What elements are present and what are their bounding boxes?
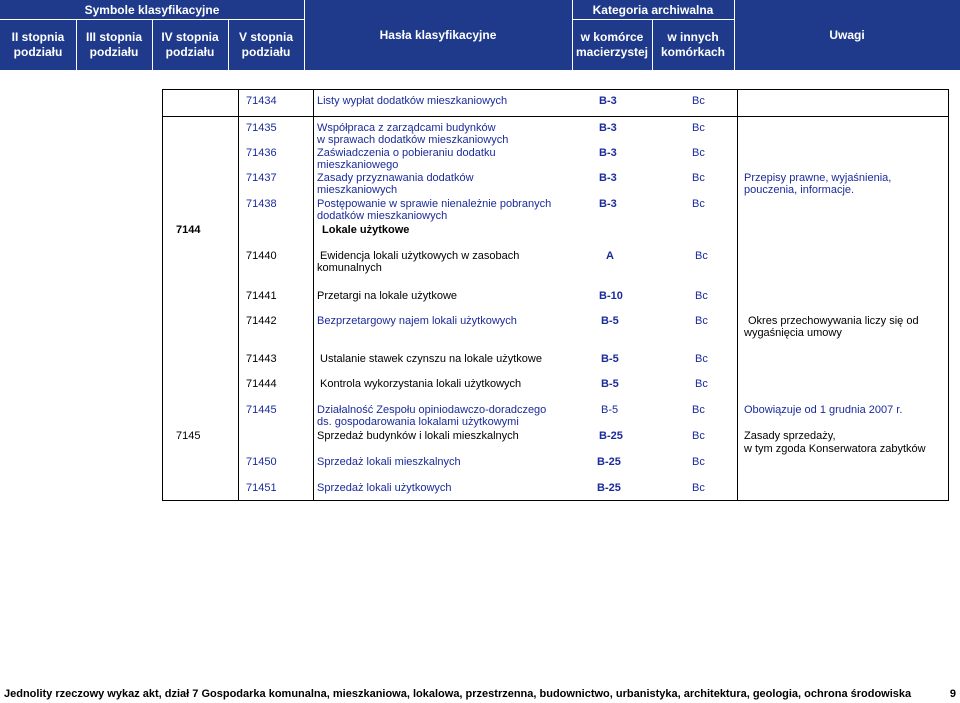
row-other-category: Bc (692, 404, 705, 416)
header-col-V-l2: podziału (241, 45, 291, 59)
row-title: Sprzedaż budynków i lokali mieszkalnych (317, 430, 519, 442)
row-remarks: wygaśnięcia umowy (744, 327, 842, 339)
row-code: 71441 (246, 290, 277, 302)
row-category: B-5 (601, 404, 619, 416)
header-divider (152, 20, 153, 70)
row-code: 7144 (176, 224, 201, 236)
header-col-komorce-l1: w komórce (580, 30, 644, 44)
header-hasla-label: Hasła klasyfikacyjne (379, 27, 497, 42)
header-col-innych-l1: w innych (667, 30, 719, 44)
row-other-category: Bc (692, 122, 705, 134)
page-footer (4, 688, 956, 700)
header-col-III-l2: podziału (89, 45, 139, 59)
page-number: 9 (949, 688, 956, 700)
row-other-category: Bc (692, 456, 705, 468)
header-col-komorce-l2: macierzystej (575, 45, 649, 59)
row-code: 71436 (246, 147, 277, 159)
row-other-category: Bc (692, 172, 705, 184)
row-remarks: w tym zgoda Konserwatora zabytków (744, 443, 926, 455)
header-divider (76, 20, 77, 70)
row-code: 71451 (246, 482, 277, 494)
row-category: B-10 (599, 290, 623, 302)
row-title: Listy wypłat dodatków mieszkaniowych (317, 95, 508, 107)
row-title: Ewidencja lokali użytkowych w zasobach (320, 250, 520, 262)
row-title: Ustalanie stawek czynszu na lokale użytkowe (320, 353, 542, 365)
row-other-category: Bc (695, 315, 708, 327)
row-title: Zasady przyznawania dodatków (317, 172, 474, 184)
header-symbole-label: Symbole klasyfikacyjne (84, 2, 220, 17)
row-remarks: Obowiązuje od 1 grudnia 2007 r. (744, 404, 903, 416)
row-title: Bezprzetargowy najem lokali użytkowych (317, 315, 517, 327)
row-other-category: Bc (695, 353, 708, 365)
row-code: 71443 (246, 353, 277, 365)
header-col-IV-l2: podziału (165, 45, 215, 59)
row-category: B-3 (599, 198, 617, 210)
row-divider (162, 116, 949, 117)
header-col-innych (652, 20, 734, 70)
header-symbole (0, 0, 304, 20)
row-code: 71450 (246, 456, 277, 468)
row-other-category: Bc (695, 290, 708, 302)
column-divider (313, 89, 314, 501)
row-code: 71440 (246, 250, 277, 262)
header-divider (304, 0, 305, 70)
row-code: 7145 (176, 430, 201, 442)
row-other-category: Bc (692, 147, 705, 159)
row-title: Przetargi na lokale użytkowe (317, 290, 458, 302)
row-title: Działalność Zespołu opiniodawczo-doradczego (317, 404, 547, 416)
header-col-III-l1: III stopnia (85, 30, 142, 44)
row-code: 71434 (246, 95, 277, 107)
row-other-category: Bc (695, 378, 708, 390)
header-divider (652, 20, 653, 70)
header-hasla (304, 0, 572, 70)
header-col-V (228, 20, 304, 70)
row-category: B-25 (597, 482, 621, 494)
row-code: 71442 (246, 315, 277, 327)
row-code: 71437 (246, 172, 277, 184)
row-title: ds. gospodarowania lokalami użytkowymi (317, 416, 519, 428)
header-col-IV-l1: IV stopnia (161, 30, 219, 44)
header-col-V-l1: V stopnia (238, 30, 293, 44)
header-col-III (76, 20, 152, 70)
row-title: Postępowanie w sprawie nienależnie pobranych (317, 198, 552, 210)
row-code: 71444 (246, 378, 277, 390)
row-category: B-25 (597, 456, 621, 468)
row-remarks: Przepisy prawne, wyjaśnienia, (744, 172, 892, 184)
footer-text: Jednolity rzeczowy wykaz akt, dział 7 Gospodarka komunalna, mieszkaniowa, lokalowa, przestrzenna, budownictwo, urbanistyka, architektura, geologia, ochrona środowiska (4, 688, 912, 700)
header-uwagi-label: Uwagi (829, 27, 865, 42)
row-category: B-3 (599, 95, 617, 107)
column-divider (238, 89, 239, 501)
header-kategoria-label: Kategoria archiwalna (592, 2, 714, 17)
row-title: mieszkaniowego (317, 159, 399, 171)
row-code: 71438 (246, 198, 277, 210)
row-category: B-5 (601, 315, 619, 327)
row-title: Sprzedaż lokali użytkowych (317, 482, 452, 494)
header-uwagi (734, 0, 960, 70)
row-category: B-3 (599, 172, 617, 184)
row-title: Kontrola wykorzystania lokali użytkowych (320, 378, 522, 390)
row-category: B-5 (601, 378, 619, 390)
row-other-category: Bc (692, 95, 705, 107)
header-divider (572, 19, 734, 20)
row-category: B-5 (601, 353, 619, 365)
row-category: A (606, 250, 614, 262)
row-title: Współpraca z zarządcami budynków (317, 122, 496, 134)
header-divider (734, 0, 735, 70)
header-divider (228, 20, 229, 70)
row-other-category: Bc (692, 430, 705, 442)
row-title: Lokale użytkowe (322, 224, 410, 236)
header-col-innych-l2: komórkach (660, 45, 726, 59)
header-divider (572, 0, 573, 70)
table-header (0, 0, 960, 70)
header-kategoria (572, 0, 734, 20)
row-title: Zaświadczenia o pobieraniu dodatku (317, 147, 496, 159)
row-other-category: Bc (692, 482, 705, 494)
row-title: komunalnych (317, 262, 382, 274)
row-remarks: Zasady sprzedaży, (744, 430, 836, 442)
row-code: 71445 (246, 404, 277, 416)
row-title: Sprzedaż lokali mieszkalnych (317, 456, 461, 468)
row-title: mieszkaniowych (317, 184, 398, 196)
row-other-category: Bc (695, 250, 708, 262)
row-category: B-25 (599, 430, 623, 442)
row-title: w sprawach dodatków mieszkaniowych (317, 134, 509, 146)
header-col-komorce (572, 20, 652, 70)
row-category: B-3 (599, 147, 617, 159)
header-col-IV (152, 20, 228, 70)
header-col-II (0, 20, 76, 70)
row-category: B-3 (599, 122, 617, 134)
header-col-II-l2: podziału (13, 45, 63, 59)
row-other-category: Bc (692, 198, 705, 210)
column-divider (737, 89, 738, 501)
row-remarks: pouczenia, informacje. (744, 184, 855, 196)
header-col-II-l1: II stopnia (11, 30, 65, 44)
row-code: 71435 (246, 122, 277, 134)
row-title: dodatków mieszkaniowych (317, 210, 448, 222)
row-remarks: Okres przechowywania liczy się od (748, 315, 919, 327)
